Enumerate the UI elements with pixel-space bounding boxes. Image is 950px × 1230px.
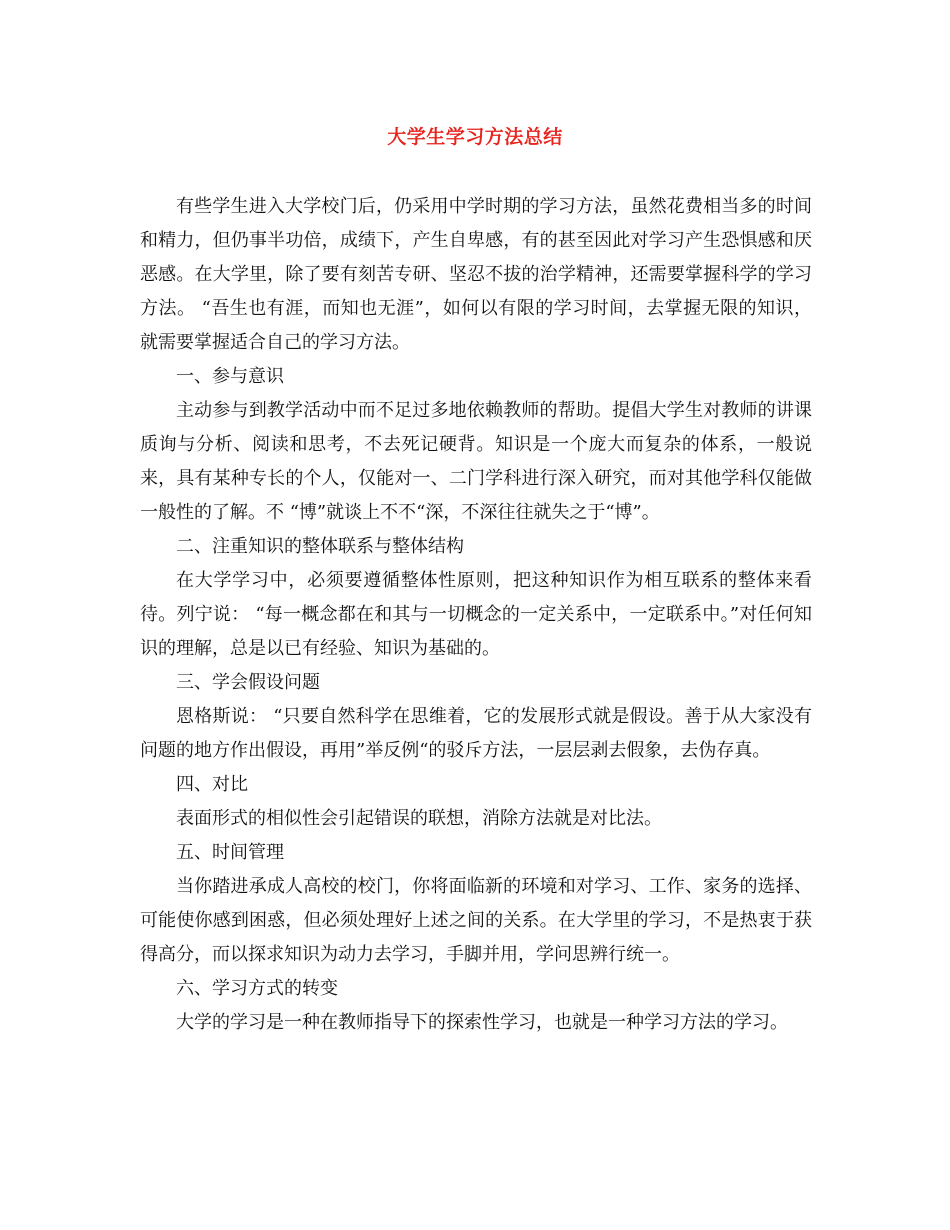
section-heading: 六、学习方式的转变 [176,978,338,999]
section-paragraph: 大学的学习是一种在教师指导下的探索性学习，也就是一种学习方法的学习。 [176,1012,788,1033]
section-paragraph: 主动参与到教学活动中而不足过多地依赖教师的帮助。提倡大学生对教师的讲课质询与分析、阅读和思考，不去死记硬背。知识是一个庞大而复杂的体系，一般说来，具有某种专长的个人，仅能对一、二门学科进行深入研究，而对其他学科仅能做一般性的了解。不 “博”就谈上不不“深，不深往往就失之于“博”。 [140,400,812,523]
section-heading: 四、对比 [176,774,248,795]
section-heading: 五、时间管理 [176,842,284,863]
document-body [140,190,812,1040]
document-title: 大学生学习方法总结 [387,126,563,148]
section-heading: 一、参与意识 [176,366,284,387]
section-paragraph: 恩格斯说： “只要自然科学在思维着，它的发展形式就是假设。善于从大家没有问题的地方作出假设，再用”举反例“的驳斥方法，一层层剥去假象，去伪存真。 [140,706,812,761]
section-paragraph: 当你踏进承成人高校的校门，你将面临新的环境和对学习、工作、家务的选择、可能使你感到困惑，但必须处理好上述之间的关系。在大学里的学习，不是热衷于获得高分，而以探求知识为动力去学习，手脚并用，学问思辨行统一。 [140,876,812,965]
section-heading: 三、学会假设问题 [176,672,320,693]
section-heading: 二、注重知识的整体联系与整体结构 [176,536,464,557]
section-paragraph: 在大学学习中，必须要遵循整体性原则，把这种知识作为相互联系的整体来看待。列宁说： “每一概念都在和其与一切概念的一定关系中，一定联系中。”对任何知识的理解，总是以已有经验、知识为基础的。 [140,570,812,659]
intro-paragraph: 有些学生进入大学校门后，仍采用中学时期的学习方法，虽然花费相当多的时间和精力，但仍事半功倍，成绩下，产生自卑感，有的甚至因此对学习产生恐惧感和厌恶感。在大学里，除了要有刻苦专研、坚忍不拔的治学精神，还需要掌握科学的学习方法。 “吾生也有涯，而知也无涯”，如何以有限的学习时间，去掌握无限的知识，就需要掌握适合自己的学习方法。 [140,196,812,353]
section-paragraph: 表面形式的相似性会引起错误的联想，消除方法就是对比法。 [176,808,662,829]
